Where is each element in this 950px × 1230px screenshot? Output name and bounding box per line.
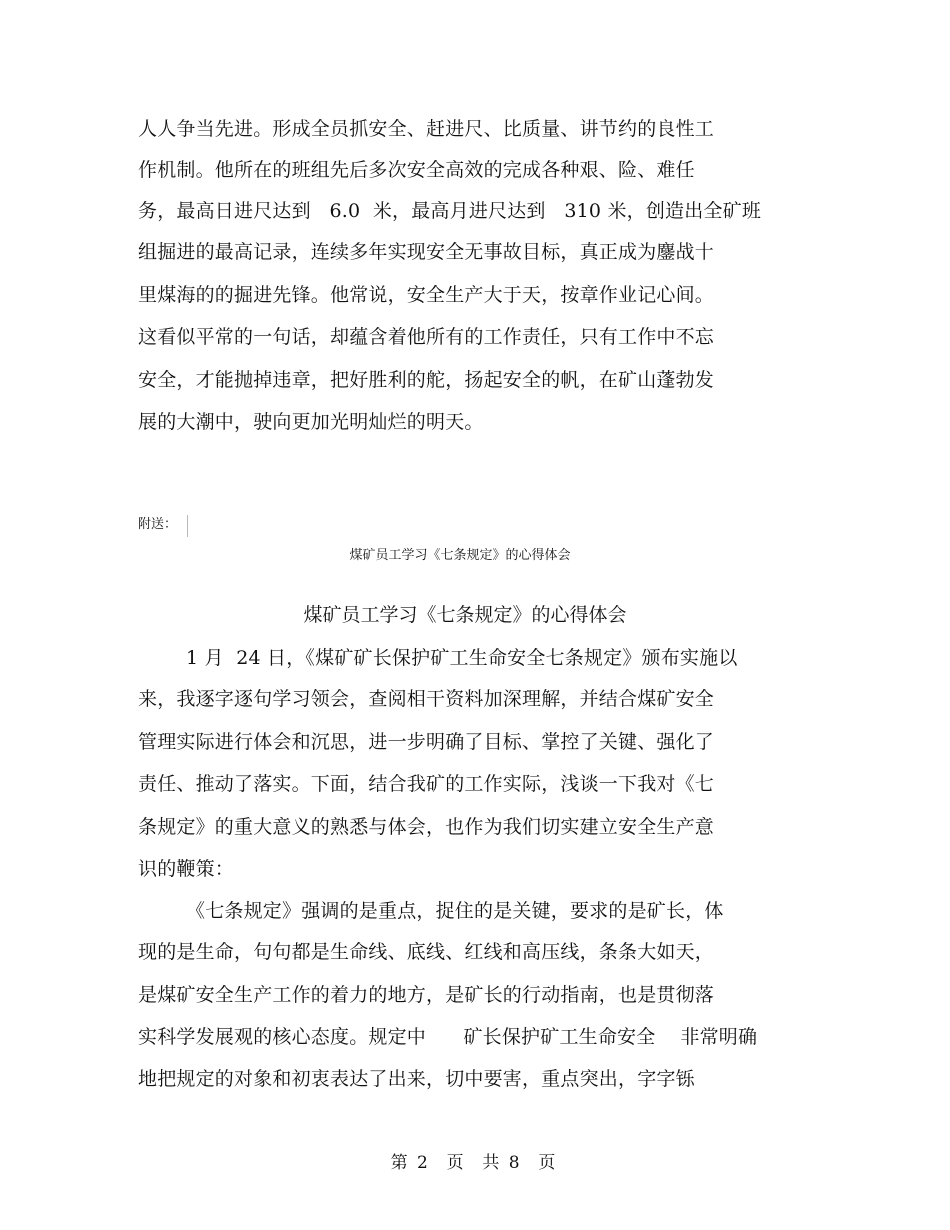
page-footer: 第 2 页 共 8 页 bbox=[390, 1153, 556, 1173]
text-line: 现的是生命，句句都是生命线、底线、红线和高压线，条条大如天， bbox=[138, 941, 715, 963]
text-line: 人人争当先进。形成全员抓安全、赶进尺、比质量、讲节约的良性工 bbox=[138, 118, 715, 140]
small-title: 煤矿员工学习《七条规定》的心得体会 bbox=[349, 548, 571, 563]
appendix-label: 附送： bbox=[138, 517, 178, 532]
text-line: 展的大潮中，驶向更加光明灿烂的明天。 bbox=[138, 411, 484, 433]
text-line: 安全，才能抛掉违章，把好胜利的舵，扬起安全的帆，在矿山蓬勃发 bbox=[138, 369, 715, 391]
text-line: 1 月 24 日，《煤矿矿长保护矿工生命安全七条规定》颁布实施以 bbox=[186, 647, 738, 669]
text-line: 条规定》的重大意义的熟悉与体会，也作为我们切实建立安全生产意 bbox=[138, 816, 715, 838]
text-line: 这看似平常的一句话，却蕴含着他所有的工作责任，只有工作中不忘 bbox=[138, 326, 715, 348]
text-line: 责任、推动了落实。下面，结合我矿的工作实际，浅谈一下我对《七 bbox=[138, 773, 715, 795]
text-line: 《七条规定》强调的是重点，捉住的是关键，要求的是矿长，体 bbox=[186, 900, 724, 922]
text-line: 地把规定的对象和初衷表达了出来，切中要害，重点突出，字字铄 bbox=[138, 1068, 695, 1090]
text-line: 实科学发展观的核心态度。规定中 矿长保护矿工生命安全 非常明确 bbox=[138, 1026, 758, 1048]
text-line: 组掘进的最高记录，连续多年实现安全无事故目标，真正成为鏖战十 bbox=[138, 241, 715, 263]
text-line: 管理实际进行体会和沉思，进一步明确了目标、掌控了关键、强化了 bbox=[138, 731, 715, 753]
text-line: 是煤矿安全生产工作的着力的地方，是矿长的行动指南，也是贯彻落 bbox=[138, 984, 715, 1006]
text-line: 来，我逐字逐句学习领会，查阅相干资料加深理解，并结合煤矿安全 bbox=[138, 688, 715, 710]
text-line: 务，最高日进尺达到 6.0 米，最高月进尺达到 310 米，创造出全矿班 bbox=[138, 200, 762, 222]
text-line: 识的鞭策： bbox=[138, 858, 235, 880]
text-line: 作机制。他所在的班组先后多次安全高效的完成各种艰、险、难任 bbox=[138, 159, 695, 181]
text-line: 里煤海的的掘进先锋。他常说，安全生产大于天，按章作业记心间。 bbox=[138, 284, 715, 306]
text-cursor-divider bbox=[187, 515, 188, 537]
article-title: 煤矿员工学习《七条规定》的心得体会 bbox=[303, 604, 627, 626]
